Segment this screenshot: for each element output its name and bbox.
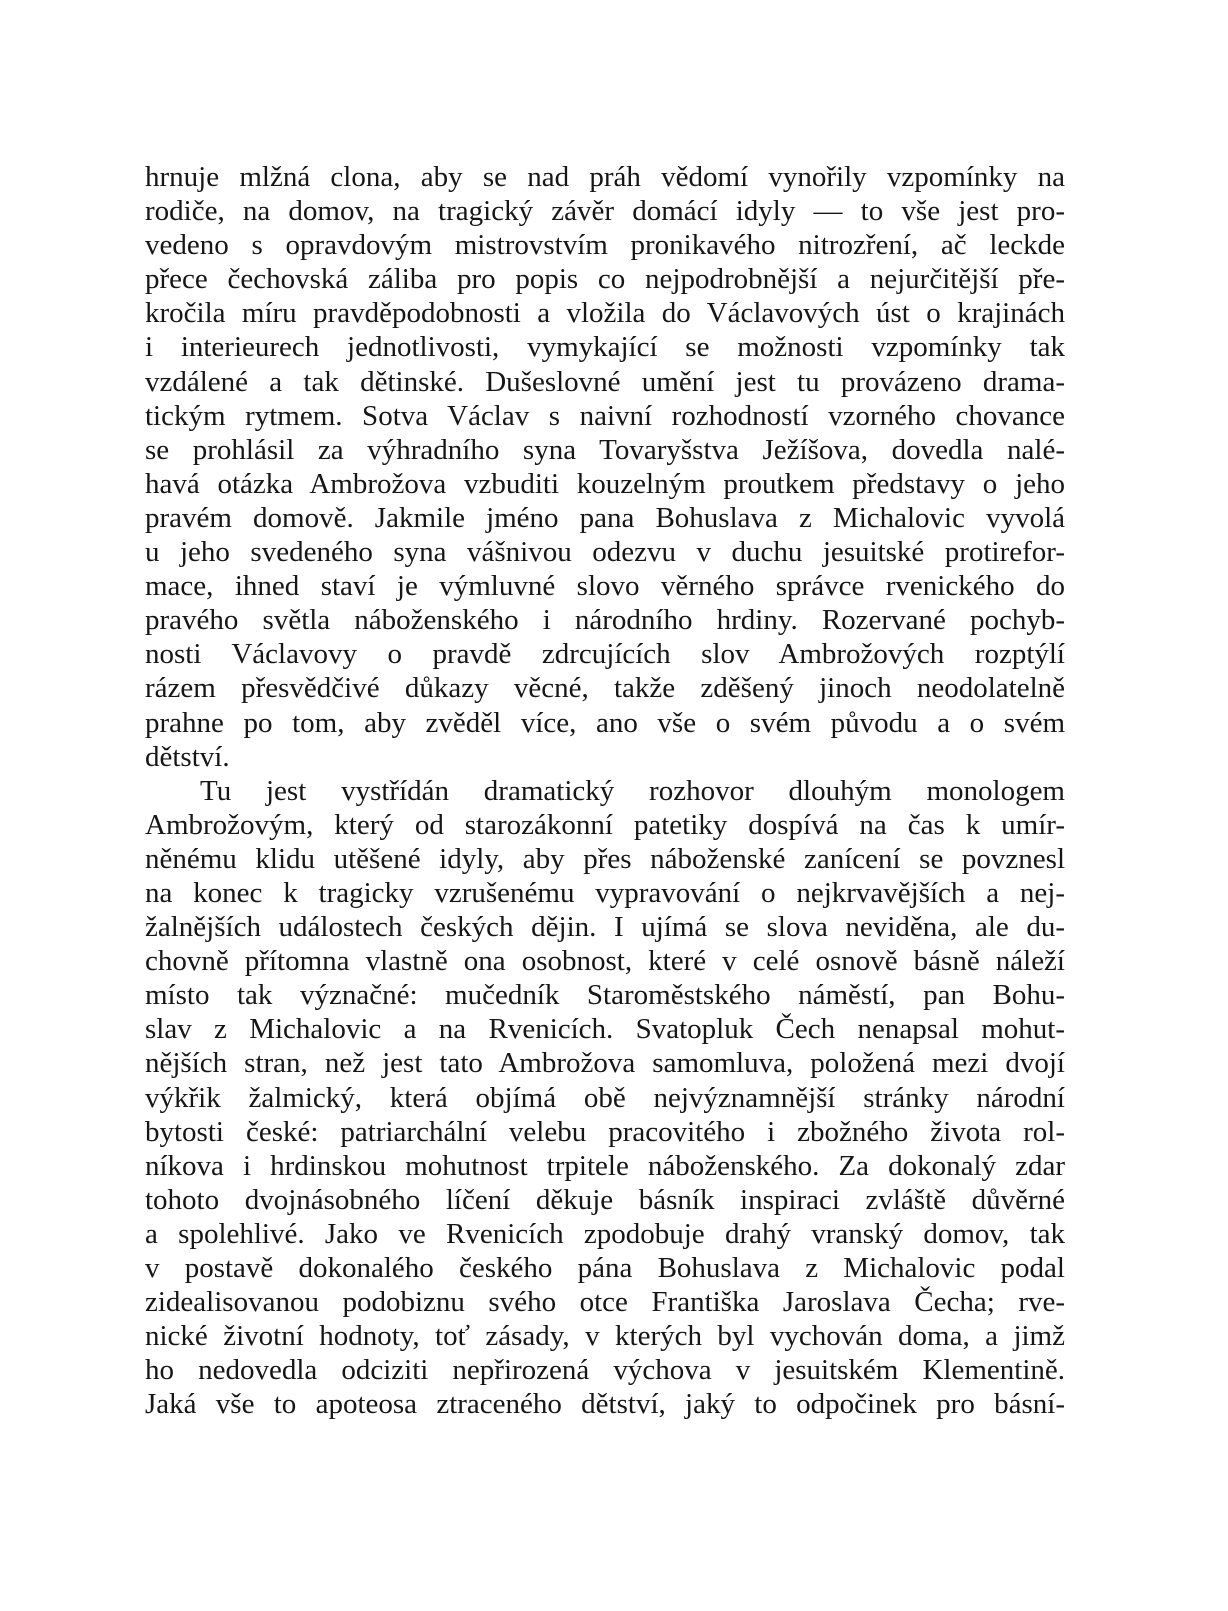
text-line: rodiče, na domov, na tragický závěr domácí idyly — to vše jest pro- [145,195,1065,228]
text-line: se prohlásil za výhradního syna Tovaryšstva Ježíšova, dovedla nalé- [145,433,1065,466]
text-line: i interieurech jednotlivosti, vymykající se možnosti vzpomínky tak [145,331,1065,364]
text-line: hrnuje mlžná clona, aby se nad práh vědomí vynořily vzpomínky na [145,161,1065,193]
text-line: přece čechovská záliba pro popis co nejpodrobnější a nejurčitější pře- [145,263,1065,296]
text-line: a spolehlivé. Jako ve Rvenicích zpodobuje drahý vranský domov, tak [145,1217,1065,1250]
text-line: dětství. [145,740,230,773]
text-line: Jaká vše to apoteosa ztraceného dětství, jaký to odpočinek pro básní- [145,1388,1065,1421]
text-line: kročila míru pravděpodobnosti a vložila do Václavových úst o krajinách [145,297,1065,330]
text-line: pravém domově. Jakmile jméno pana Bohuslava z Michalovic vyvolá [145,501,1065,534]
text-line: mace, ihned staví je výmluvné slovo věrného správce rvenického do [145,570,1065,603]
text-line: žalnějších událostech českých dějin. I ujímá se slova neviděna, ale du- [145,911,1065,944]
text-line: slav z Michalovic a na Rvenicích. Svatopluk Čech nenapsal mohut- [145,1013,1065,1046]
text-line: rázem přesvědčivé důkazy věcné, takže zděšený jinoch neodolatelně [145,672,1065,705]
text-line: místo tak význačné: mučedník Staroměstského náměstí, pan Bohu- [145,979,1065,1012]
text-line: něnému klidu utěšené idyly, aby přes náboženské zanícení se povznesl [145,842,1065,875]
text-line: pravého světla náboženského i národního hrdiny. Rozervané pochyb- [145,604,1065,637]
text-line: tickým rytmem. Sotva Václav s naivní rozhodností vzorného chovance [145,399,1065,432]
text-line: bytosti české: patriarchální velebu pracovitého i zbožného života rol- [145,1115,1065,1148]
text-line: prahne po tom, aby zvěděl více, ano vše o svém původu a o svém [145,706,1065,739]
text-line: tohoto dvojnásobného líčení děkuje básník inspiraci zvláště důvěrné [145,1183,1065,1216]
text-line: Ambrožovým, který od starozákonní patetiky dospívá na čas k umír- [145,808,1065,841]
text-line: v postavě dokonalého českého pána Bohuslava z Michalovic podal [145,1252,1065,1284]
text-line: vzdálené a tak dětinské. Dušeslovné umění jest tu provázeno drama- [145,365,1065,398]
text-line: nosti Václavovy o pravdě zdrcujících slov Ambrožových rozptýlí [145,638,1065,671]
text-line: níkova i hrdinskou mohutnost trpitele náboženského. Za dokonalý zdar [145,1149,1065,1182]
text-line: nické životní hodnoty, toť zásady, v kterých byl vychován doma, a jimž [145,1320,1065,1353]
text-line: zidealisovanou podobiznu svého otce Františka Jaroslava Čecha; rve- [145,1286,1065,1319]
body-text [145,160,1065,1421]
text-line: chovně přítomna vlastně ona osobnost, které v celé osnově básně náleží [145,945,1065,978]
text-line: ho nedovedla odciziti nepřirozená výchova v jesuitském Klementině. [145,1354,1065,1387]
text-line: výkřik žalmický, která objímá obě nejvýznamnější stránky národní [145,1081,1065,1114]
text-line: nějších stran, než jest tato Ambrožova samomluva, položená mezi dvojí [145,1047,1065,1080]
text-line: Tu jest vystřídán dramatický rozhovor dlouhým monologem [200,774,1065,807]
text-line: havá otázka Ambrožova vzbuditi kouzelným proutkem představy o jeho [145,467,1065,500]
text-line: vedeno s opravdovým mistrovstvím pronikavého nitrozření, ač leckde [145,229,1065,262]
text-line: na konec k tragicky vzrušenému vypravování o nejkrvavějších a nej- [145,876,1065,909]
text-line: u jeho svedeného syna vášnivou odezvu v duchu jesuitské protirefor- [145,536,1065,569]
